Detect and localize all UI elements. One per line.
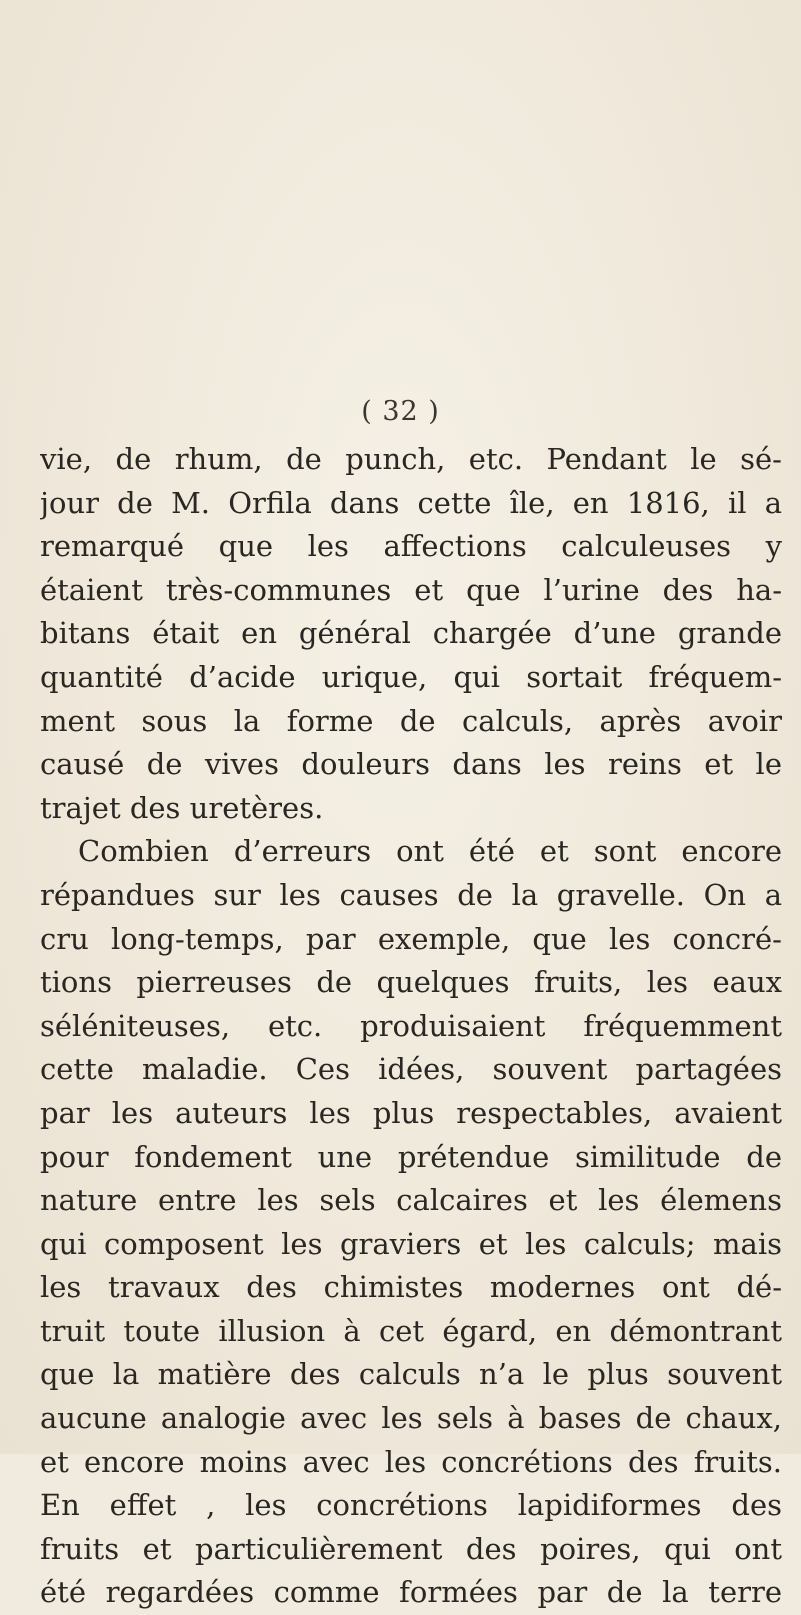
text-line: répandues sur les causes de la gravelle. On a (40, 877, 782, 912)
text-line: séléniteuses, etc. produisaient fréquemment (40, 1008, 782, 1043)
text-line: été regardées comme formées par de la terre (40, 1575, 782, 1610)
text-line: tions pierreuses de quelques fruits, les eaux (40, 965, 782, 1000)
text-line: Combien d’erreurs ont été et sont encore (78, 834, 782, 869)
text-line: En effet , les concrétions lapidiformes des (40, 1488, 782, 1523)
text-line: bitans était en général chargée d’une grande (40, 616, 782, 651)
text-line: quantité d’acide urique, qui sortait fréquem- (40, 659, 782, 694)
text-line: causé de vives douleurs dans les reins et le (40, 747, 782, 782)
text-line: cette maladie. Ces idées, souvent partagées (40, 1052, 782, 1087)
text-line: que la matière des calculs n’a le plus souvent (40, 1357, 782, 1392)
text-line: pour fondement une prétendue similitude de (40, 1139, 782, 1174)
text-line: par les auteurs les plus respectables, avaient (40, 1095, 782, 1130)
text-line: qui composent les graviers et les calculs; mais (40, 1226, 782, 1261)
text-line: ment sous la forme de calculs, après avoir (40, 703, 782, 738)
text-line: trajet des uretères. (40, 790, 324, 825)
text-line: jour de M. Orfila dans cette île, en 1816, il a (40, 485, 782, 520)
text-line: vie, de rhum, de punch, etc. Pendant le sé- (40, 442, 782, 476)
page-number: ( 32 ) (361, 396, 440, 427)
text-line: truit toute illusion à cet égard, en démontrant (40, 1313, 782, 1348)
text-line: et encore moins avec les concrétions des fruits. (40, 1444, 782, 1479)
text-line: cru long-temps, par exemple, que les concré- (40, 921, 782, 956)
text-line: fruits et particulièrement des poires, qui ont (40, 1531, 782, 1566)
text-line: nature entre les sels calcaires et les élemens (40, 1183, 782, 1218)
body-text (40, 438, 782, 1615)
text-line: les travaux des chimistes modernes ont dé- (40, 1270, 782, 1305)
text-line: remarqué que les affections calculeuses y (40, 529, 782, 564)
text-line: aucune analogie avec les sels à bases de chaux, (40, 1401, 782, 1436)
text-line: étaient très-communes et que l’urine des ha- (40, 572, 782, 607)
